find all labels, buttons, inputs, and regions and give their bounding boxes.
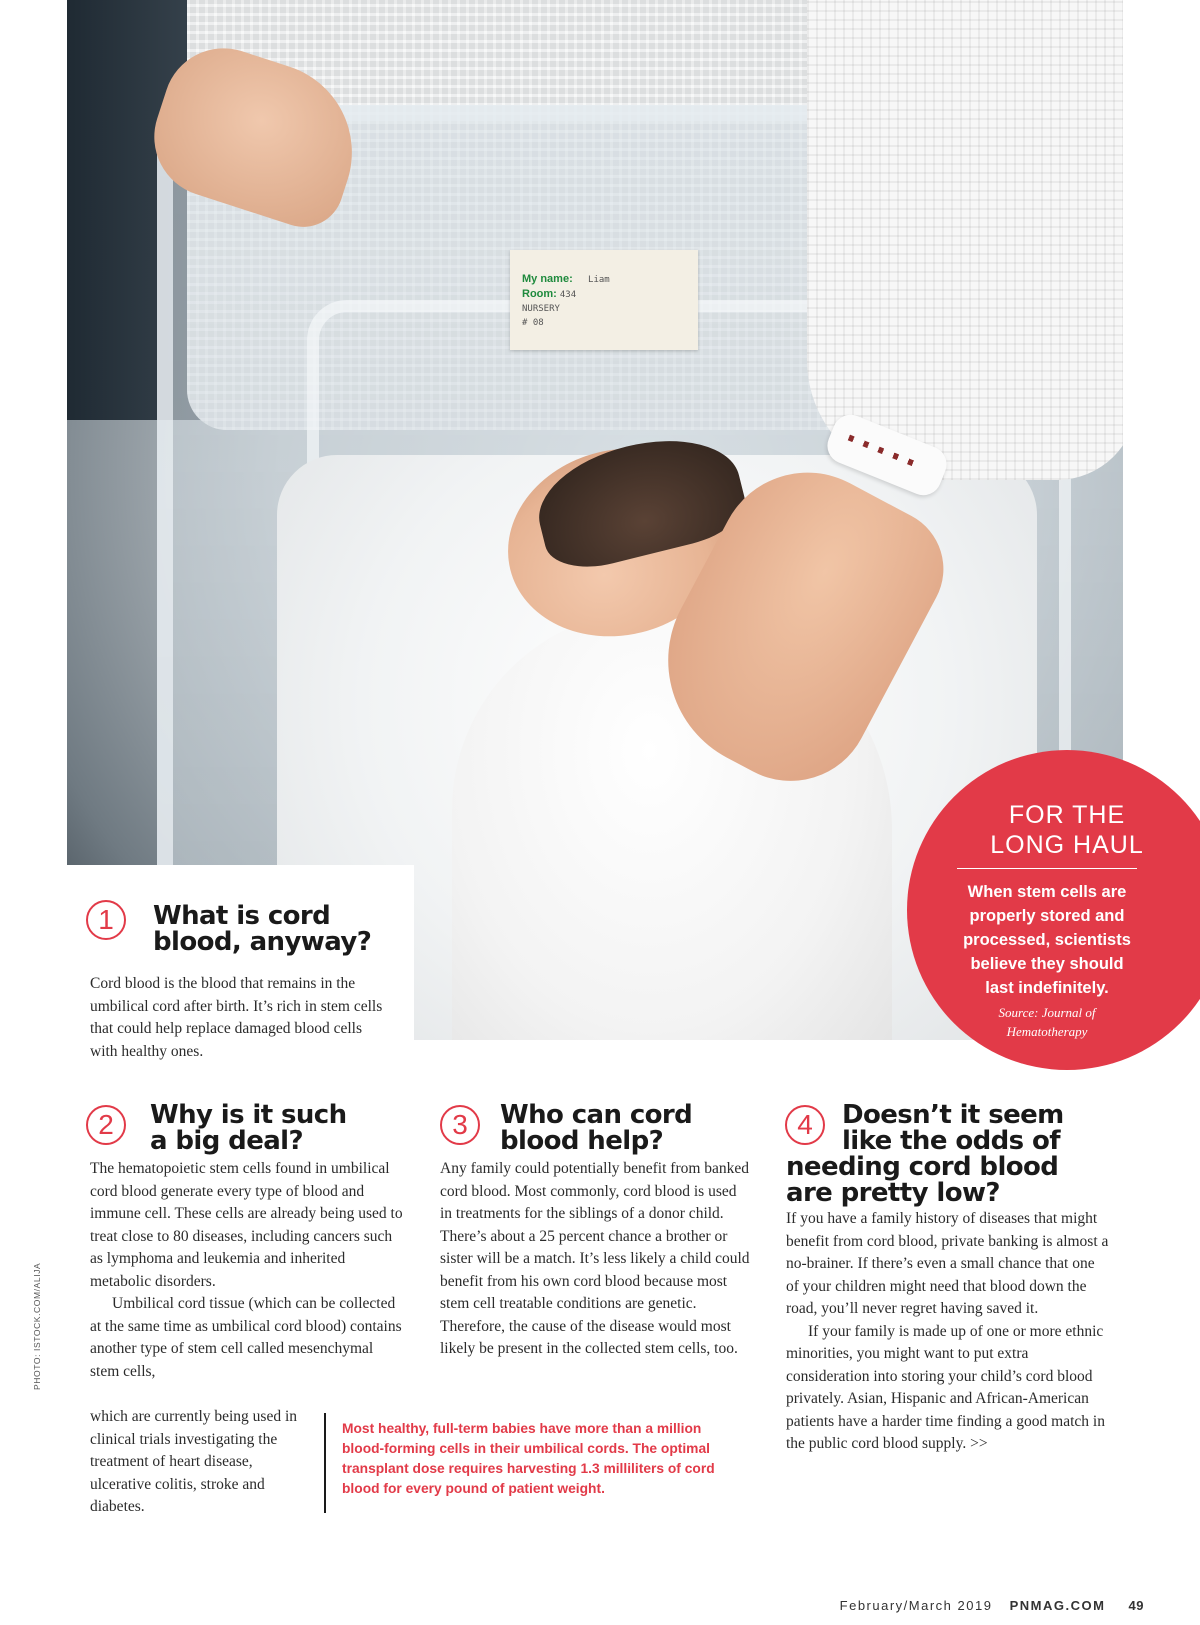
section-heading-1 [153, 903, 371, 955]
paragraph: If you have a family history of diseases that might benefit from cord blood, private banking is almost a no-brainer. If there’s even a small chance that one of your children might need that blood down the road, you’ll never regret having saved it. [786, 1210, 1109, 1317]
paragraph: Cord blood is the blood that remains in the umbilical cord after birth. It’s rich in stem cells that could help replace damaged blood cells with healthy ones. [90, 975, 383, 1060]
section-body-4 [786, 1208, 1111, 1456]
issue-date: February/March 2019 [839, 1598, 993, 1613]
sidebar-title-line: FOR THE [1008, 801, 1126, 829]
sidebar-title-line: LONG HAUL [990, 831, 1144, 859]
section-body-2-cont [90, 1406, 300, 1519]
section-body-1 [90, 973, 390, 1063]
section-number-3: 3 [440, 1105, 480, 1145]
heading-line: blood help? [500, 1126, 664, 1156]
site-name: PNMAG.COM [1009, 1598, 1106, 1613]
paragraph: Umbilical cord tissue (which can be collected at the same time as umbilical cord blood) contains another type of stem cell called mesenchymal stem cells, [90, 1295, 402, 1380]
section-number-1: 1 [86, 900, 126, 940]
pull-quote-text: Most healthy, full-term babies have more than a million blood-forming cells in their umbilical cords. The optimal transplant dose requires harvesting 1.3 milliliters of cord blood for every pound of patient weight. [342, 1421, 715, 1496]
section-number-4: 4 [785, 1105, 825, 1145]
heading-line: Who can cord [500, 1100, 693, 1130]
nursery-number: # 08 [522, 318, 544, 328]
heading-line: Why is it such [150, 1100, 347, 1130]
paragraph: The hematopoietic stem cells found in umbilical cord blood generate every type of blood and immune cell. These cells are already being used to treat close to 80 diseases, including cancers such as lymphoma and leukemia and inherited metabolic disorders. [90, 1160, 403, 1290]
name-card [510, 250, 698, 350]
paragraph: which are currently being used in clinical trials investigating the treatment of heart disease, ulcerative colitis, stroke and diabetes. [90, 1408, 298, 1515]
name-value: Liam [588, 275, 610, 285]
section-heading-2 [150, 1102, 347, 1154]
pull-quote [324, 1413, 744, 1513]
heading-line: needing cord blood [786, 1152, 1059, 1182]
robe-sleeve [807, 0, 1123, 480]
heading-line: like the odds of [842, 1126, 1060, 1156]
section-heading-3 [500, 1102, 692, 1154]
heading-line: Doesn’t it seem [842, 1100, 1064, 1130]
paragraph: Any family could potentially benefit from banked cord blood. Most commonly, cord blood is used in treatments for the siblings of a donor child. There’s about a 25 percent chance a brother or sister will be a match. It’s less likely a child could benefit from his own cord blood because most stem cell treatable conditions are genetic. Therefore, the cause of the disease would most likely be present in the collected stem cells, too. [440, 1160, 750, 1357]
sidebar-text: When stem cells are properly stored and processed, scientists believe they should last indefinitely. [963, 883, 1131, 997]
room-value: 434 [559, 290, 577, 300]
sidebar-source: Source: Journal of Hematotherapy [998, 1005, 1096, 1039]
section-heading-4 [786, 1102, 1064, 1206]
section-body-2 [90, 1158, 406, 1383]
page-number: 49 [1128, 1598, 1144, 1613]
section-body-3 [440, 1158, 750, 1361]
section-number-2: 2 [86, 1105, 126, 1145]
name-label: My name: [522, 273, 573, 285]
paragraph: If your family is made up of one or more ethnic minorities, you might want to put extra consideration into storing your child’s cord blood privately. Asian, Hispanic and African-American patients have a harder time finding a good match in the public cord blood supply. >> [786, 1322, 1105, 1452]
nursery-line: NURSERY [522, 304, 560, 314]
room-label: Room: [522, 288, 557, 300]
sidebar-title [932, 800, 1200, 860]
heading-line: are pretty low? [786, 1178, 1000, 1208]
heading-line: What is cord [153, 901, 331, 931]
page-footer [840, 1598, 1144, 1613]
photo-credit: PHOTO: ISTOCK.COM/ALIJA [32, 1262, 42, 1390]
sidebar-divider [957, 868, 1137, 869]
heading-line: blood, anyway? [153, 927, 372, 957]
heading-line: a big deal? [150, 1126, 303, 1156]
